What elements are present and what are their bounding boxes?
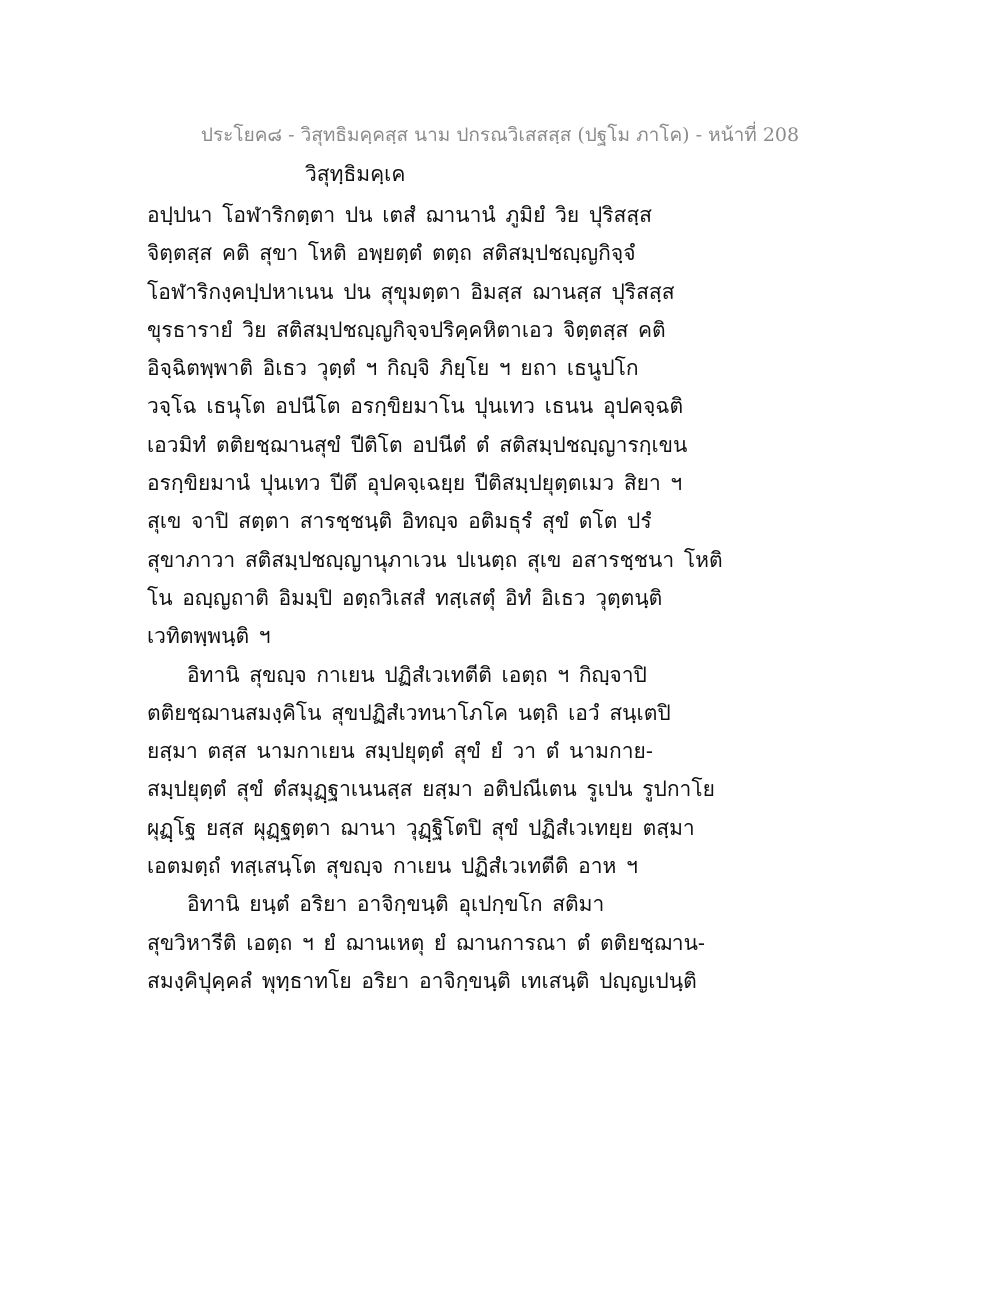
text-line: โน อญฺญถาติ อิมมฺปิ อตฺถวิเสสํ ทสฺเสตุํ อิทํ อิเธว วุตฺตนฺติ [147, 585, 663, 610]
text-line: โอฬาริกงฺคปฺปหาเนน ปน สุขุมตฺตา อิมสฺส ฌานสฺส ปุริสสฺส [147, 279, 675, 304]
section-title: วิสุทฺธิมคฺเค [305, 162, 406, 186]
text-line: ตติยชฺฌานสมงฺคิโน สุขปฏิสํเวทนาโภโค นตฺถิ เอวํ สนฺเตปิ [147, 700, 671, 725]
text-line: เอตมตฺถํ ทสฺเสนฺโต สุขญฺจ กาเยน ปฏิสํเวเทตีติ อาห ฯ [147, 854, 638, 879]
text-line-indented: อิทานิ ยนฺตํ อริยา อาจิกฺขนฺติ อุเปกฺขโก สติมา [187, 892, 605, 917]
text-line: วจฺโฉ เธนุโต อปนีโต อรกฺขิยมาโน ปุนเทว เธนน อุปคจฺฉติ [147, 394, 684, 419]
page-header: ประโยค๘ - วิสุทธิมคฺคสฺส นาม ปกรณวิเสสสฺส (ปฐโม ภาโค) - หน้าที่ 208 [200, 124, 800, 146]
text-line: เวทิตพฺพนฺติ ฯ [147, 624, 271, 649]
text-line: สุเข จาปิ สตฺตา สารชฺชนฺติ อิทญฺจ อติมธุรํ สุขํ ตโต ปรํ [147, 509, 652, 534]
text-line: ยสฺมา ตสฺส นามกาเยน สมฺปยุตฺตํ สุขํ ยํ วา ตํ นามกาย- [147, 739, 653, 764]
text-line: อิจฺฉิตพฺพาติ อิเธว วุตฺตํ ฯ กิญฺจิ ภิยฺโย ฯ ยถา เธนูปโก [147, 356, 639, 381]
body-text [147, 196, 723, 1000]
text-line-indented: อิทานิ สุขญฺจ กาเยน ปฏิสํเวเทตีติ เอตฺถ ฯ กิญฺจาปิ [187, 662, 647, 687]
text-line: เอวมิทํ ตติยชฺฌานสุขํ ปีติโต อปนีตํ ตํ สติสมฺปชญฺญารกฺเขน [147, 432, 688, 457]
text-line: อรกฺขิยมานํ ปุนเทว ปีตึ อุปคจฺเฉยฺย ปีติสมฺปยุตฺตเมว สิยา ฯ [147, 471, 683, 496]
text-line: อปฺปนา โอฬาริกตฺตา ปน เตสํ ฌานานํ ภูมิยํ วิย ปุริสสฺส [147, 203, 652, 227]
text-line: ผุฏฺโฐ ยสฺส ผุฏฺฐตฺตา ฌานา วุฏฺฐิโตปิ สุขํ ปฏิสํเวเทยฺย ตสฺมา [147, 815, 695, 840]
text-line: ขุรธารายํ วิย สติสมฺปชญฺญกิจฺจปริคฺคหิตาเอว จิตฺตสฺส คติ [147, 317, 666, 342]
text-line: สุขาภาวา สติสมฺปชญฺญานุภาเวน ปเนตฺถ สุเข อสารชฺชนา โหติ [147, 547, 723, 572]
text-line: สุขวิหารีติ เอตฺถ ฯ ยํ ฌานเหตุ ยํ ฌานการณา ตํ ตติยชฺฌาน- [147, 930, 706, 955]
text-line: สมฺปยุตฺตํ สุขํ ตํสมุฏฺฐาเนนสฺส ยสฺมา อติปณีเตน รูเปน รูปกาโย [147, 777, 715, 802]
text-line: สมงฺคิปุคฺคลํ พุทฺธาทโย อริยา อาจิกฺขนฺติ เทเสนฺติ ปญฺญเปนฺติ [147, 968, 697, 993]
text-line: จิตฺตสฺส คติ สุขา โหติ อพฺยตฺตํ ตตฺถ สติสมฺปชญฺญกิจฺจํ [147, 241, 636, 266]
